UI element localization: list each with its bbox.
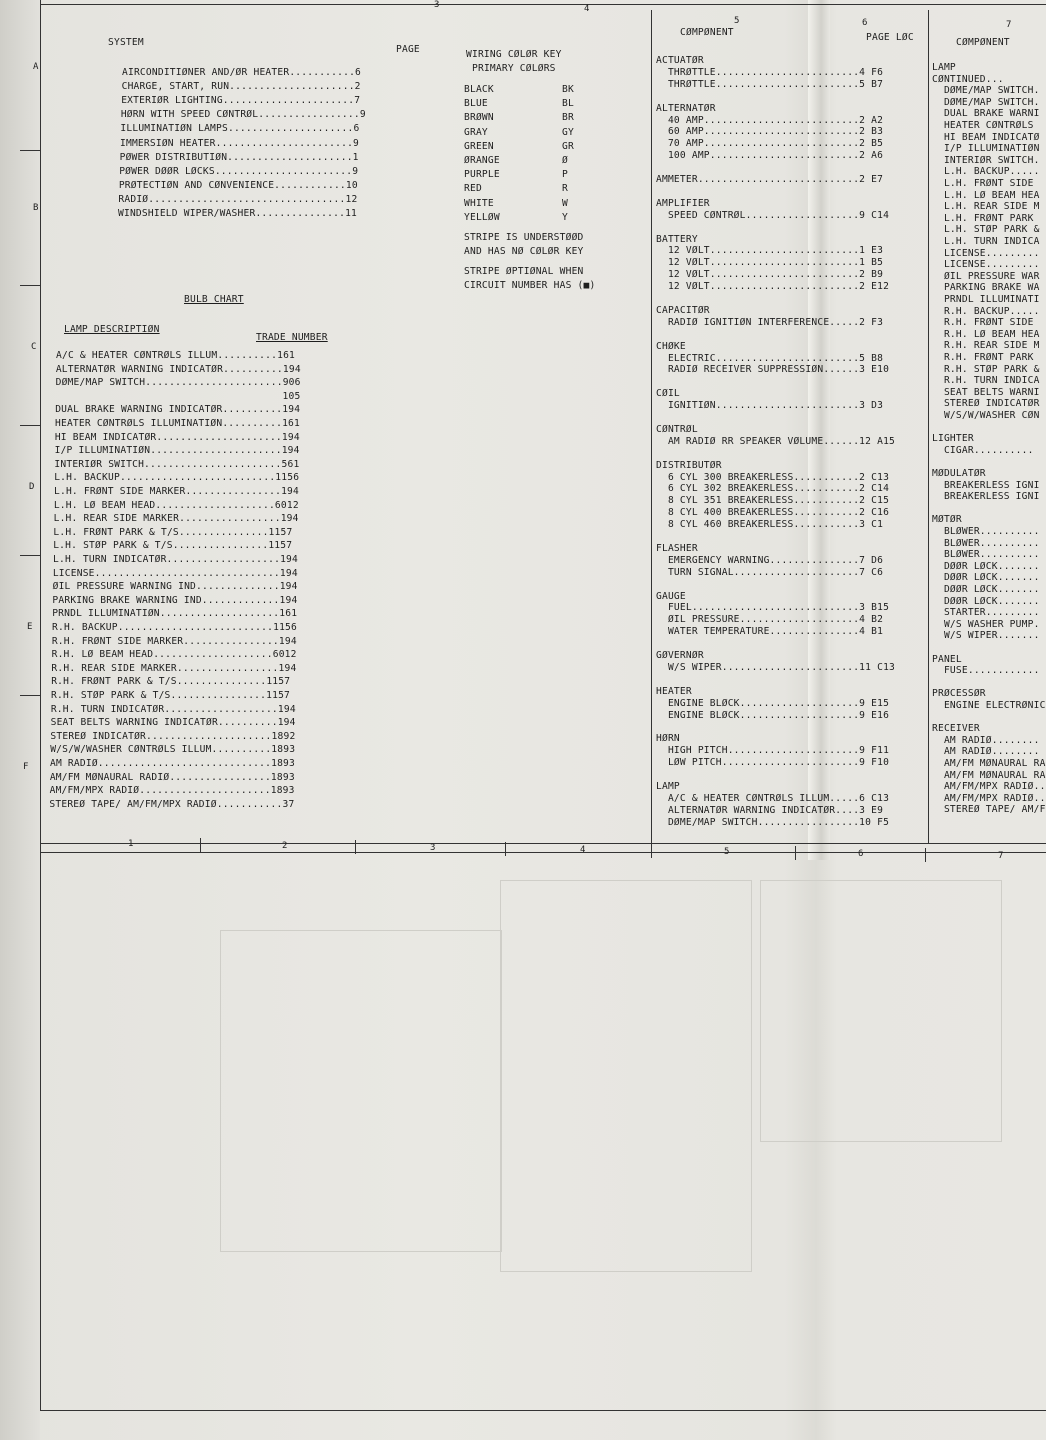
component-entry: GØVERNØR <box>656 650 704 661</box>
col-label: 7 <box>1006 20 1012 30</box>
col-label: 5 <box>734 16 740 26</box>
component-entry: AM/FM MØNAURAL RA <box>932 758 1046 769</box>
component-entry: L.H. TURN INDICA <box>932 236 1040 247</box>
bulb-row: LICENSE...............................194 <box>52 567 298 579</box>
color-code: BK <box>562 84 574 95</box>
system-page-header: PAGE <box>396 44 420 55</box>
component-entry: CIGAR.......... <box>932 444 1034 456</box>
component-entry: 8 CYL 400 BREAKERLESS...........2 C16 <box>656 507 890 519</box>
col-label: 6 <box>858 849 864 859</box>
color-name: GRAY <box>464 126 488 138</box>
component-entry: FLASHER <box>656 542 698 554</box>
component-entry: THRØTTLE........................4 F6 <box>656 66 884 78</box>
col-tick <box>200 838 201 852</box>
component-entry: DØME/MAP SWITCH. <box>932 85 1040 97</box>
component-entry: BREAKERLESS IGNI <box>932 491 1040 503</box>
component-entry: 8 CYL 460 BREAKERLESS...........3 C1 <box>656 519 884 531</box>
component-entry: 100 AMP.........................2 A6 <box>656 150 884 162</box>
bulb-row: STEREØ INDICATØR.....................1892 <box>50 730 296 742</box>
component-entry: AMPLIFIER <box>656 197 710 209</box>
component-entry: LAMP <box>932 62 956 73</box>
component-entry: HEATER <box>656 685 692 697</box>
component-title-2: CØMPØNENT <box>956 37 1010 48</box>
bulb-row: L.H. REAR SIDE MARKER.................194 <box>53 513 299 525</box>
component-entry: R.H. TURN INDICA <box>932 375 1040 387</box>
component-entry: HØRN <box>656 733 680 745</box>
grid-divider-line <box>40 843 1046 844</box>
component-entry: DUAL BRAKE WARNI <box>932 108 1040 120</box>
color-name: RED <box>464 183 482 195</box>
color-code: R <box>562 183 568 195</box>
component-entry: R.H. FRØNT SIDE <box>932 317 1034 329</box>
component-entry: LICENSE......... <box>932 259 1040 271</box>
component-entry: STEREØ TAPE/ AM/F <box>932 804 1046 816</box>
component-entry: DISTRIBUTØR <box>656 459 722 471</box>
color-name: BRØWN <box>464 112 494 124</box>
bulb-row: L.H. BACKUP..........................1156 <box>54 472 300 484</box>
col-label: 3 <box>430 843 436 853</box>
component-entry: AM/FM/MPX RADIØ.. <box>932 792 1046 804</box>
color-code: GR <box>562 140 574 152</box>
component-entry: LAMP <box>656 780 680 792</box>
system-item: PRØTECTIØN AND CØNVENIENCE............10 <box>118 179 358 191</box>
system-item: EXTERIØR LIGHTING......................7 <box>121 95 361 107</box>
component-entry: LIGHTER <box>932 433 974 445</box>
component-entry: L.H. FRØNT SIDE <box>932 178 1034 189</box>
color-name: ØRANGE <box>464 155 500 166</box>
col-tick <box>355 840 356 854</box>
col-label: 2 <box>282 841 288 851</box>
component-entry: FUSE............ <box>932 665 1040 677</box>
component-entry: WATER TEMPERATURE...............4 B1 <box>656 626 884 638</box>
col-label: 1 <box>128 839 134 849</box>
component-entry: CØNTINUED... <box>932 73 1004 85</box>
system-item: PØWER DISTRIBUTIØN.....................1 <box>119 151 359 163</box>
component-entry: L.H. BACKUP..... <box>932 166 1040 178</box>
bulb-row: W/S/W/WASHER CØNTRØLS ILLUM..........1893 <box>50 744 296 756</box>
component-entry: BLØWER.......... <box>932 537 1040 549</box>
component-entry: PANEL <box>932 653 962 665</box>
frame-bottom-border <box>40 1410 1046 1411</box>
component-entry: EMERGENCY WARNING...............7 D6 <box>656 554 884 566</box>
color-key-title: WIRING CØLØR KEY <box>466 49 562 60</box>
component-entry: ALTERNATØR <box>656 102 716 114</box>
component-entry: THRØTTLE........................5 B7 <box>656 78 884 90</box>
bulb-col-header: TRADE NUMBER <box>256 332 328 343</box>
color-name: YELLØW <box>464 211 500 223</box>
system-item: CHARGE, START, RUN.....................2 <box>121 81 361 93</box>
col-tick <box>505 842 506 856</box>
color-code: W <box>562 197 568 209</box>
bulb-row: ØIL PRESSURE WARNING IND..............194 <box>52 581 298 593</box>
component-entry: R.H. FRØNT PARK <box>932 352 1034 363</box>
bulb-row: R.H. LØ BEAM HEAD....................6012 <box>51 649 297 661</box>
color-name: GREEN <box>464 140 494 152</box>
color-code: Ø <box>562 155 568 166</box>
bleedthrough-box <box>220 930 502 1252</box>
component-entry: ØIL PRESSURE....................4 B2 <box>656 614 884 626</box>
component-entry: AM RADIØ........ <box>932 734 1040 746</box>
component-entry: 6 CYL 302 BREAKERLESS...........2 C14 <box>656 483 890 495</box>
row-label: E <box>27 622 33 632</box>
component-entry: BLØWER.......... <box>932 549 1040 561</box>
component-entry: AM/FM MØNAURAL RA <box>932 769 1046 781</box>
component-entry: DØØR LØCK....... <box>932 572 1040 584</box>
component-entry: MØDULATØR <box>932 468 986 479</box>
component-entry: R.H. REAR SIDE M <box>932 340 1040 352</box>
row-label: C <box>31 342 37 352</box>
component-entry: PRØCESSØR <box>932 688 986 700</box>
component-entry: ENGINE BLØCK....................9 E16 <box>656 709 890 721</box>
component-entry: PARKING BRAKE WA <box>932 282 1040 294</box>
component-entry: LICENSE......... <box>932 247 1040 259</box>
component-entry: GAUGE <box>656 590 686 602</box>
component-entry: R.H. LØ BEAM HEA <box>932 328 1040 340</box>
color-code: GY <box>562 126 574 138</box>
system-title: SYSTEM <box>108 37 144 48</box>
bulb-row: R.H. REAR SIDE MARKER.................194 <box>51 662 297 674</box>
col-tick <box>795 846 796 860</box>
bulb-row: STEREØ TAPE/ AM/FM/MPX RADIØ...........37 <box>49 798 295 810</box>
component-entry: AM RADIØ........ <box>932 746 1040 758</box>
col-tick <box>651 844 652 858</box>
bulb-row: R.H. BACKUP..........................1156 <box>52 622 298 633</box>
col-label: 4 <box>584 4 590 14</box>
component-entry: 40 AMP..........................2 A2 <box>656 114 884 126</box>
component-entry: DØME/MAP SWITCH. <box>932 96 1040 108</box>
component-entry: PRNDL ILLUMINATI <box>932 294 1040 305</box>
component-entry: DØØR LØCK....... <box>932 584 1040 595</box>
bulb-col-header: LAMP DESCRIPTIØN <box>64 324 160 335</box>
component-entry: IGNITIØN........................3 D3 <box>656 400 884 412</box>
component-entry: BREAKERLESS IGNI <box>932 479 1040 491</box>
row-label: D <box>29 482 35 492</box>
row-tick <box>20 425 40 426</box>
component-title: CØMPØNENT <box>680 27 734 38</box>
col-label: 3 <box>434 0 440 10</box>
col-label: 5 <box>724 847 730 857</box>
component-entry: 12 VØLT.........................1 E3 <box>656 245 884 257</box>
component-entry: ALTERNATØR WARNING INDICATØR....3 E9 <box>656 804 884 816</box>
component-entry: W/S WASHER PUMP. <box>932 618 1040 630</box>
color-code: BR <box>562 112 574 124</box>
col-label: 4 <box>580 845 586 855</box>
component-entry: 60 AMP..........................2 B3 <box>656 126 884 138</box>
component-entry: BLØWER.......... <box>932 526 1040 537</box>
component-entry: AM/FM/MPX RADIØ.. <box>932 781 1046 793</box>
component-entry: 6 CYL 300 BREAKERLESS...........2 C13 <box>656 471 890 483</box>
bulb-row: AM/FM MØNAURAL RADIØ.................1893 <box>49 771 295 783</box>
bulb-chart-title: BULB CHART <box>184 294 244 305</box>
color-code: Y <box>562 211 568 223</box>
component-entry: ACTUATØR <box>656 55 704 66</box>
component-entry: ENGINE BLØCK....................9 E15 <box>656 697 890 709</box>
color-name: PURPLE <box>464 169 500 181</box>
bulb-row: 105 <box>55 390 301 402</box>
component-entry: I/P ILLUMINATIØN <box>932 143 1040 155</box>
color-name: BLUE <box>464 98 488 110</box>
component-entry: RECEIVER <box>932 723 980 735</box>
component-entry: ØIL PRESSURE WAR <box>932 270 1040 282</box>
component-entry: L.H. STØP PARK & <box>932 224 1040 236</box>
component-entry: AM RADIØ RR SPEAKER VØLUME......12 A15 <box>656 435 896 447</box>
color-code: BL <box>562 98 574 110</box>
component-entry: W/S WIPER....... <box>932 630 1040 642</box>
component-entry: AMMETER...........................2 E7 <box>656 174 884 185</box>
component-entry: DØME/MAP SWITCH.................10 F5 <box>656 816 890 828</box>
bulb-row: HI BEAM INDICATØR.....................194 <box>54 431 300 443</box>
component-entry: 12 VØLT.........................1 B5 <box>656 257 884 269</box>
system-item: PØWER DØØR LØCKS.......................9 <box>119 165 359 177</box>
row-tick <box>20 150 40 151</box>
system-item: RADIØ.................................12 <box>118 193 358 205</box>
component-entry: RADIØ IGNITIØN INTERFERENCE.....2 F3 <box>656 316 884 328</box>
row-tick <box>20 555 40 556</box>
bulb-row: L.H. STØP PARK & T/S................1157 <box>53 540 293 552</box>
component-entry: TURN SIGNAL.....................7 C6 <box>656 566 884 578</box>
color-key-subtitle: PRIMARY CØLØRS <box>472 63 556 74</box>
bulb-row: DUAL BRAKE WARNING INDICATØR..........194 <box>55 404 301 416</box>
color-name: WHITE <box>464 197 494 209</box>
bulb-row: R.H. TURN INDICATØR...................194 <box>50 703 296 715</box>
component-entry: 12 VØLT.........................2 E12 <box>656 281 890 293</box>
binding-shadow <box>0 0 40 1440</box>
component-entry: CØNTRØL <box>656 423 698 435</box>
bleedthrough-box <box>760 880 1002 1142</box>
system-item: WINDSHIELD WIPER/WASHER...............11 <box>118 208 358 219</box>
component-entry: 8 CYL 351 BREAKERLESS...........2 C15 <box>656 495 890 507</box>
row-label: F <box>23 762 29 772</box>
bulb-row: PARKING BRAKE WARNING IND.............194 <box>52 594 298 606</box>
system-item: HØRN WITH SPEED CØNTRØL.................9 <box>120 109 366 121</box>
grid-top-line <box>40 4 1046 5</box>
bulb-row: L.H. TURN INDICATØR...................194 <box>53 554 299 565</box>
component-entry: HIGH PITCH......................9 F11 <box>656 745 890 757</box>
component-entry: 12 VØLT.........................2 B9 <box>656 269 884 281</box>
bulb-row: L.H. LØ BEAM HEAD....................6012 <box>53 499 299 511</box>
component-entry: RADIØ RECEIVER SUPPRESSIØN......3 E10 <box>656 364 890 376</box>
bulb-row: L.H. FRØNT PARK & T/S...............1157 <box>53 526 293 538</box>
component-entry: ELECTRIC........................5 B8 <box>656 352 884 364</box>
component-entry: R.H. BACKUP..... <box>932 305 1040 317</box>
component-entry: FUEL............................3 B15 <box>656 602 890 614</box>
system-item: AIRCONDITIØNER AND/ØR HEATER...........6 <box>122 67 362 78</box>
component-entry: W/S WIPER.......................11 C13 <box>656 661 896 673</box>
component-entry: LØW PITCH.......................9 F10 <box>656 757 890 769</box>
bulb-row: AM/FM/MPX RADIØ......................1893 <box>49 785 295 797</box>
stripe-note: AND HAS NØ CØLØR KEY <box>464 246 584 257</box>
component-entry: MØTØR <box>932 514 962 526</box>
color-code: P <box>562 169 568 181</box>
component-entry: INTERIØR SWITCH. <box>932 154 1040 166</box>
bulb-row: DØME/MAP SWITCH.......................906 <box>55 377 301 389</box>
row-tick <box>20 695 40 696</box>
component-entry: L.H. LØ BEAM HEA <box>932 189 1040 201</box>
component-entry: DØØR LØCK....... <box>932 595 1040 607</box>
bulb-row: HEATER CØNTRØLS ILLUMINATIØN..........161 <box>55 418 301 429</box>
component-entry: R.H. STØP PARK & <box>932 363 1040 375</box>
row-label: A <box>33 62 39 72</box>
component-entry: DØØR LØCK....... <box>932 560 1040 572</box>
component-entry: STEREØ INDICATØR <box>932 398 1040 410</box>
color-name: BLACK <box>464 84 494 95</box>
bulb-row: I/P ILLUMINATIØN......................194 <box>54 445 300 457</box>
stripe-note: STRIPE IS UNDERSTØØD <box>464 232 584 243</box>
component-entry: HI BEAM INDICATØ <box>932 131 1040 143</box>
component-entry: SEAT BELTS WARNI <box>932 386 1040 398</box>
bulb-row: L.H. FRØNT SIDE MARKER................194 <box>54 486 300 497</box>
frame-left-border <box>40 0 41 1410</box>
component-entry: SPEED CØNTRØL...................9 C14 <box>656 209 890 221</box>
component-entry: CØIL <box>656 388 680 400</box>
column-divider <box>651 10 652 843</box>
component-entry: L.H. FRØNT PARK <box>932 212 1034 224</box>
component-entry: A/C & HEATER CØNTRØLS ILLUM.....6 C13 <box>656 792 890 804</box>
bulb-row: INTERIØR SWITCH.......................561 <box>54 458 300 470</box>
bulb-row: R.H. FRØNT SIDE MARKER................194 <box>51 635 297 647</box>
grid-divider-line-2 <box>40 852 1046 853</box>
col-tick <box>925 848 926 862</box>
bulb-row: R.H. STØP PARK & T/S................1157 <box>51 690 291 701</box>
col-label: 7 <box>998 851 1004 861</box>
component-entry: 70 AMP..........................2 B5 <box>656 138 884 150</box>
component-entry: ENGINE ELECTRØNIC <box>932 700 1046 711</box>
system-item: ILLUMINATIØN LAMPS.....................6 <box>120 123 360 135</box>
bulb-row: A/C & HEATER CØNTRØLS ILLUM..........161 <box>56 350 296 361</box>
component-entry: L.H. REAR SIDE M <box>932 201 1040 213</box>
column-divider-2 <box>928 10 929 843</box>
stripe-note: CIRCUIT NUMBER HAS (■) <box>464 280 596 291</box>
component-entry: HEATER CØNTRØLS <box>932 120 1034 131</box>
component-entry: W/S/W/WASHER CØN <box>932 410 1040 421</box>
bulb-row: ALTERNATØR WARNING INDICATØR..........194 <box>55 363 301 375</box>
component-entry: CAPACITØR <box>656 304 710 316</box>
system-item: IMMERSIØN HEATER.......................9 <box>120 137 360 149</box>
row-tick <box>20 285 40 286</box>
bulb-row: SEAT BELTS WARNING INDICATØR..........194 <box>50 717 296 729</box>
bulb-row: AM RADIØ.............................1893 <box>50 758 296 769</box>
bleedthrough-box <box>500 880 752 1272</box>
component-page-loc-header: PAGE LØC <box>866 32 914 43</box>
component-entry: STARTER......... <box>932 607 1040 619</box>
bulb-row: R.H. FRØNT PARK & T/S...............1157 <box>51 676 291 688</box>
row-label: B <box>33 203 39 213</box>
component-entry: CHØKE <box>656 340 686 352</box>
component-entry: BATTERY <box>656 233 698 245</box>
bulb-row: PRNDL ILLUMINATIØN....................161 <box>52 608 298 620</box>
col-label: 6 <box>862 18 868 28</box>
stripe-note: STRIPE ØPTIØNAL WHEN <box>464 266 584 277</box>
